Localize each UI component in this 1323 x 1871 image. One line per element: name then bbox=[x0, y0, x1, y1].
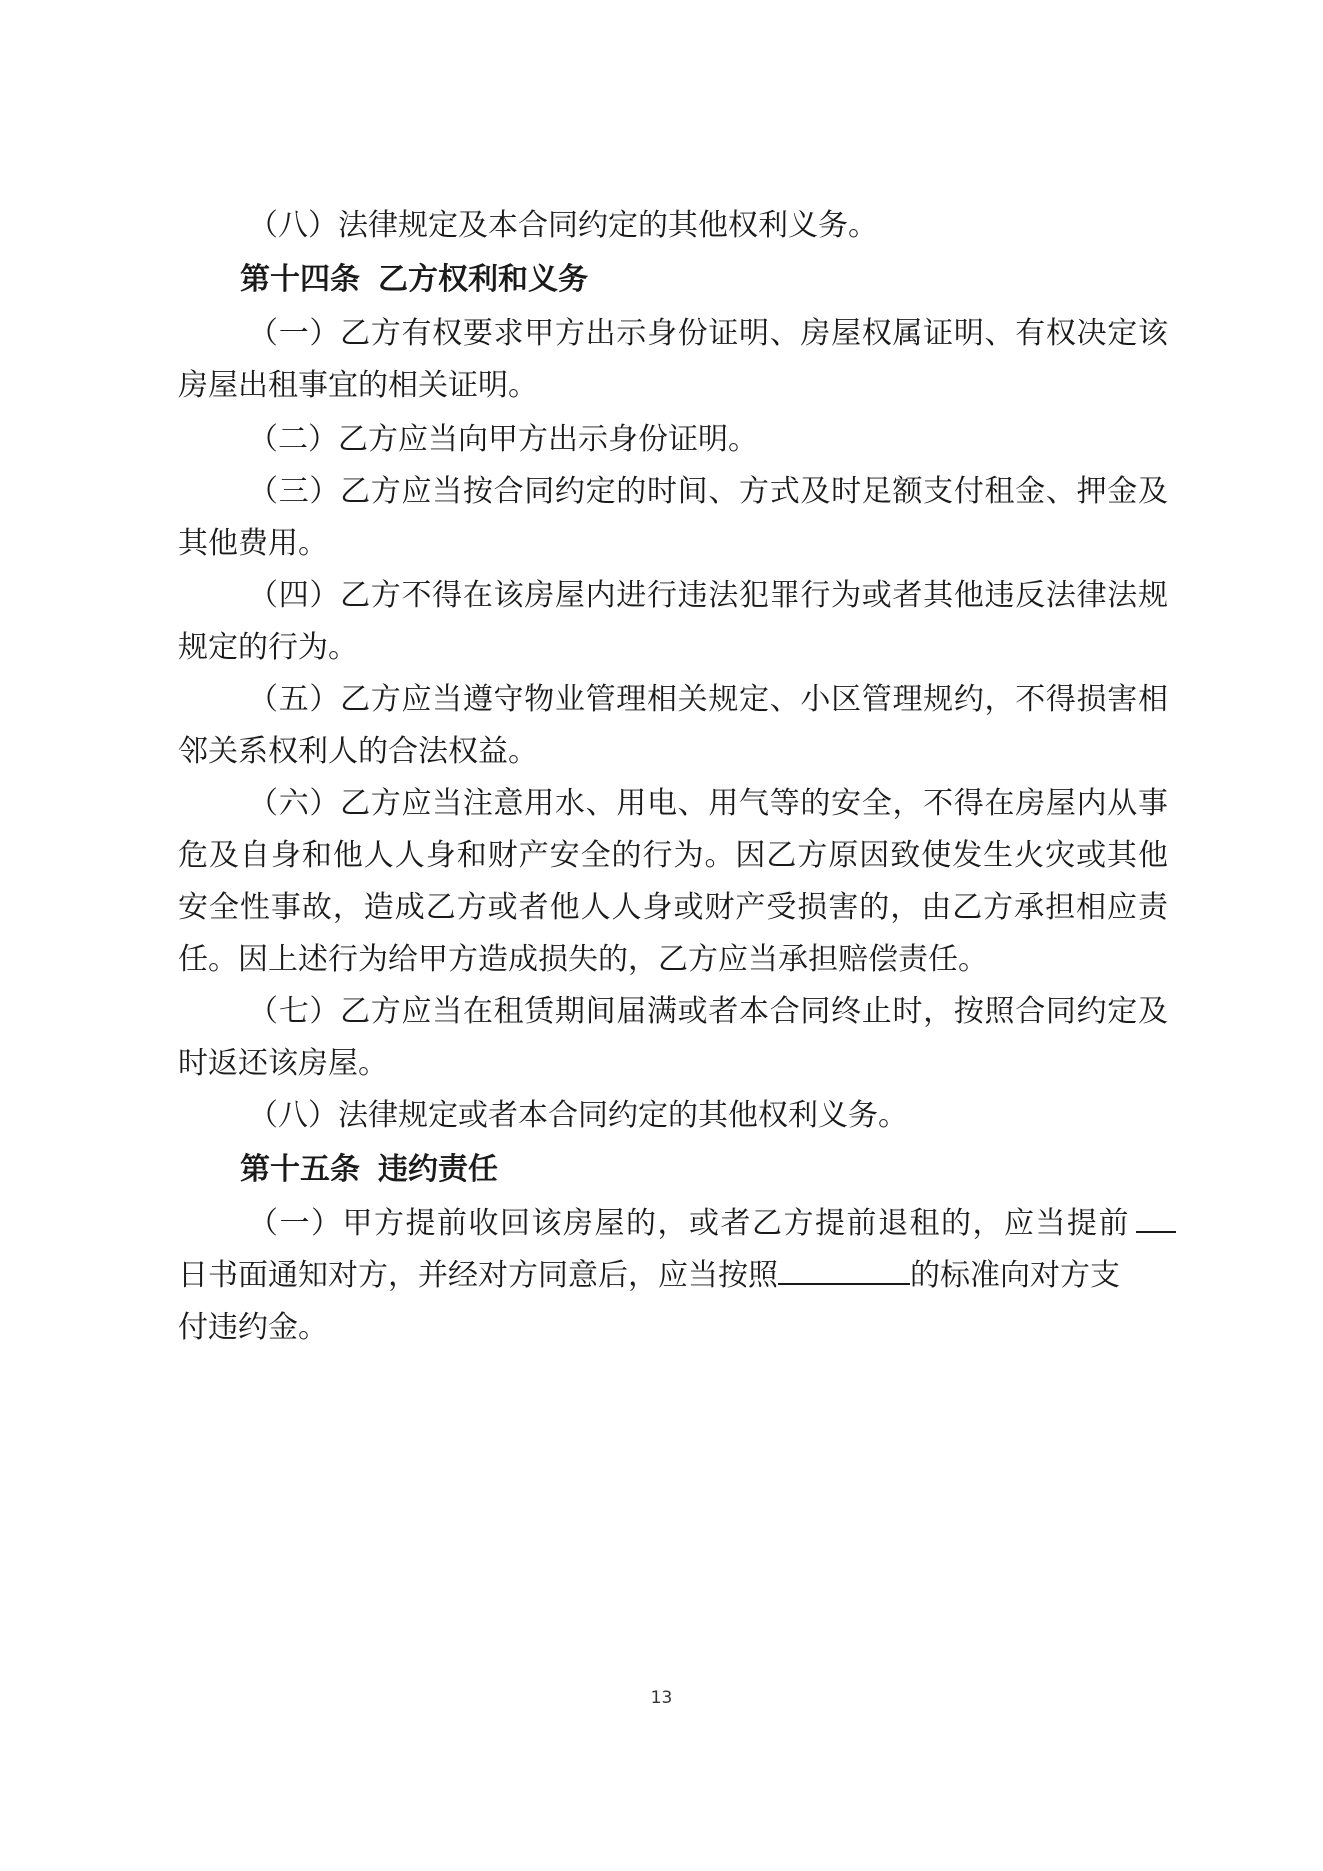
paragraph-line bbox=[178, 1252, 1168, 1300]
paragraph-line: （三）乙方应当按合同约定的时间、方式及时足额支付租金、押金及 bbox=[248, 474, 1168, 509]
paragraph-line bbox=[248, 1200, 1168, 1248]
fill-blank-standard[interactable] bbox=[778, 1253, 910, 1285]
article-title: 乙方权利和义务 bbox=[378, 262, 588, 297]
article-number: 第十五条 bbox=[240, 1152, 360, 1187]
paragraph-line: （二）乙方应当向甲方出示身份证明。 bbox=[248, 422, 758, 457]
paragraph-line: （八）法律规定或者本合同约定的其他权利义务。 bbox=[248, 1098, 908, 1133]
paragraph-line: 其他费用。 bbox=[178, 526, 328, 561]
paragraph-line: （六）乙方应当注意用水、用电、用气等的安全，不得在房屋内从事 bbox=[248, 786, 1168, 821]
paragraph-line: （一）乙方有权要求甲方出示身份证明、房屋权属证明、有权决定该 bbox=[248, 316, 1168, 351]
paragraph-text: （一）甲方提前收回该房屋的，或者乙方提前退租的，应当提前 bbox=[248, 1206, 1130, 1241]
article-title: 违约责任 bbox=[378, 1152, 498, 1187]
paragraph-line: 规定的行为。 bbox=[178, 630, 358, 665]
paragraph-line: 任。因上述行为给甲方造成损失的，乙方应当承担赔偿责任。 bbox=[178, 942, 988, 977]
paragraph-line: （八）法律规定及本合同约定的其他权利义务。 bbox=[248, 208, 878, 243]
paragraph-line: （五）乙方应当遵守物业管理相关规定、小区管理规约，不得损害相 bbox=[248, 682, 1168, 717]
paragraph-text: 的标准向对方支 bbox=[910, 1258, 1120, 1293]
paragraph-line: 时返还该房屋。 bbox=[178, 1046, 388, 1081]
article-15-heading bbox=[240, 1146, 498, 1194]
paragraph-line: 房屋出租事宜的相关证明。 bbox=[178, 368, 538, 403]
paragraph-line: 安全性事故，造成乙方或者他人人身或财产受损害的，由乙方承担相应责 bbox=[178, 890, 1168, 925]
page-number: 13 bbox=[650, 1688, 673, 1708]
paragraph-line: （七）乙方应当在租赁期间届满或者本合同终止时，按照合同约定及 bbox=[248, 994, 1168, 1029]
article-number: 第十四条 bbox=[240, 262, 360, 297]
paragraph-line: 邻关系权利人的合法权益。 bbox=[178, 734, 538, 769]
fill-blank-days[interactable] bbox=[1136, 1201, 1176, 1233]
paragraph-line: （四）乙方不得在该房屋内进行违法犯罪行为或者其他违反法律法规 bbox=[248, 578, 1168, 613]
paragraph-line: 危及自身和他人人身和财产安全的行为。因乙方原因致使发生火灾或其他 bbox=[178, 838, 1168, 873]
paragraph-line: 付违约金。 bbox=[178, 1310, 328, 1345]
paragraph-text: 日书面通知对方，并经对方同意后，应当按照 bbox=[178, 1258, 778, 1293]
article-14-heading bbox=[240, 256, 588, 304]
